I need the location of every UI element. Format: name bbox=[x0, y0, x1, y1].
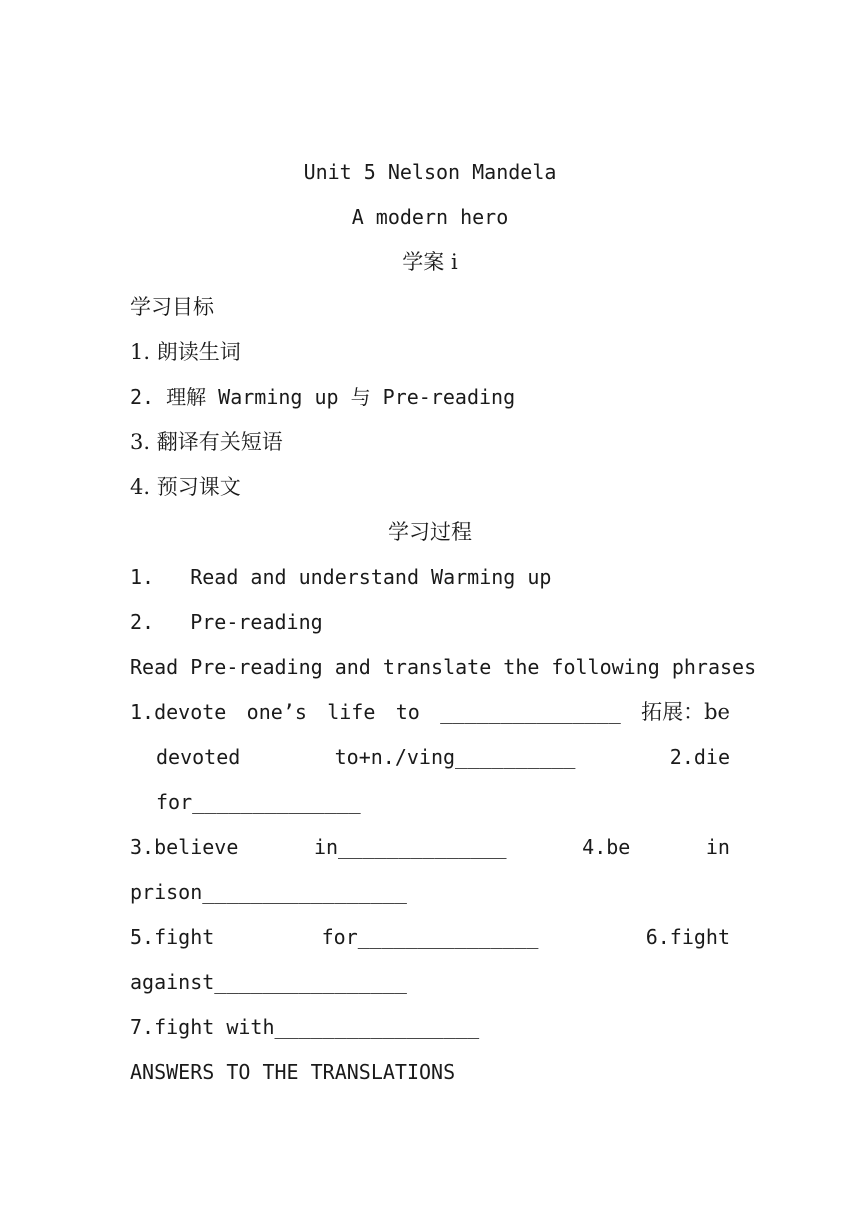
doc-label: 学案 i bbox=[402, 250, 458, 274]
phrase-row bbox=[156, 787, 730, 817]
objective-item: 2. 理解 Warming up 与 Pre-reading bbox=[130, 385, 516, 409]
phrase-word: to bbox=[395, 700, 420, 724]
phrase-word: one’s bbox=[246, 700, 307, 724]
phrase-word: against________________ bbox=[130, 970, 407, 994]
answer-blank: _______________ bbox=[440, 700, 621, 724]
objectives-heading: 学习目标 bbox=[130, 295, 214, 319]
phrase-word: 1.devote bbox=[130, 700, 227, 724]
phrase-word: prison_________________ bbox=[130, 880, 407, 904]
phrase-word: life bbox=[327, 700, 376, 724]
phrase-word: for______________ bbox=[156, 790, 361, 814]
phrase-word: 5.fight bbox=[130, 925, 215, 949]
phrase-word: 3.believe bbox=[130, 835, 239, 859]
phrase-row bbox=[130, 832, 730, 862]
process-step: 2. Pre-reading bbox=[130, 610, 323, 634]
phrase-row bbox=[130, 877, 730, 907]
process-instruction: Read Pre-reading and translate the following phrases bbox=[130, 655, 757, 679]
process-heading: 学习过程 bbox=[388, 520, 472, 544]
phrase-row bbox=[156, 742, 730, 772]
phrase-word: for_______________ bbox=[321, 925, 539, 949]
phrase-word: 6.fight bbox=[645, 925, 730, 949]
phrase-word: devoted bbox=[156, 745, 241, 769]
process-step: 1. Read and understand Warming up bbox=[130, 565, 552, 589]
answers-heading: ANSWERS TO THE TRANSLATIONS bbox=[130, 1060, 456, 1084]
phrase-word: 4.be bbox=[582, 835, 631, 859]
phrase-word: to+n./ving__________ bbox=[334, 745, 576, 769]
phrase-row bbox=[130, 697, 730, 727]
phrase-word: in______________ bbox=[313, 835, 507, 859]
page-title: Unit 5 Nelson Mandela bbox=[303, 160, 557, 184]
extension-label: 拓展：be bbox=[641, 700, 730, 724]
objective-item: 1. 朗读生词 bbox=[130, 340, 241, 364]
phrase-word: in bbox=[705, 835, 730, 859]
phrase-row: 7.fight with_________________ bbox=[130, 1015, 480, 1039]
phrase-word: 2.die bbox=[669, 745, 730, 769]
phrase-row bbox=[130, 922, 730, 952]
phrase-row bbox=[130, 967, 730, 997]
page-subtitle: A modern hero bbox=[351, 205, 509, 229]
objective-item: 4. 预习课文 bbox=[130, 475, 241, 499]
objective-item: 3. 翻译有关短语 bbox=[130, 430, 283, 454]
